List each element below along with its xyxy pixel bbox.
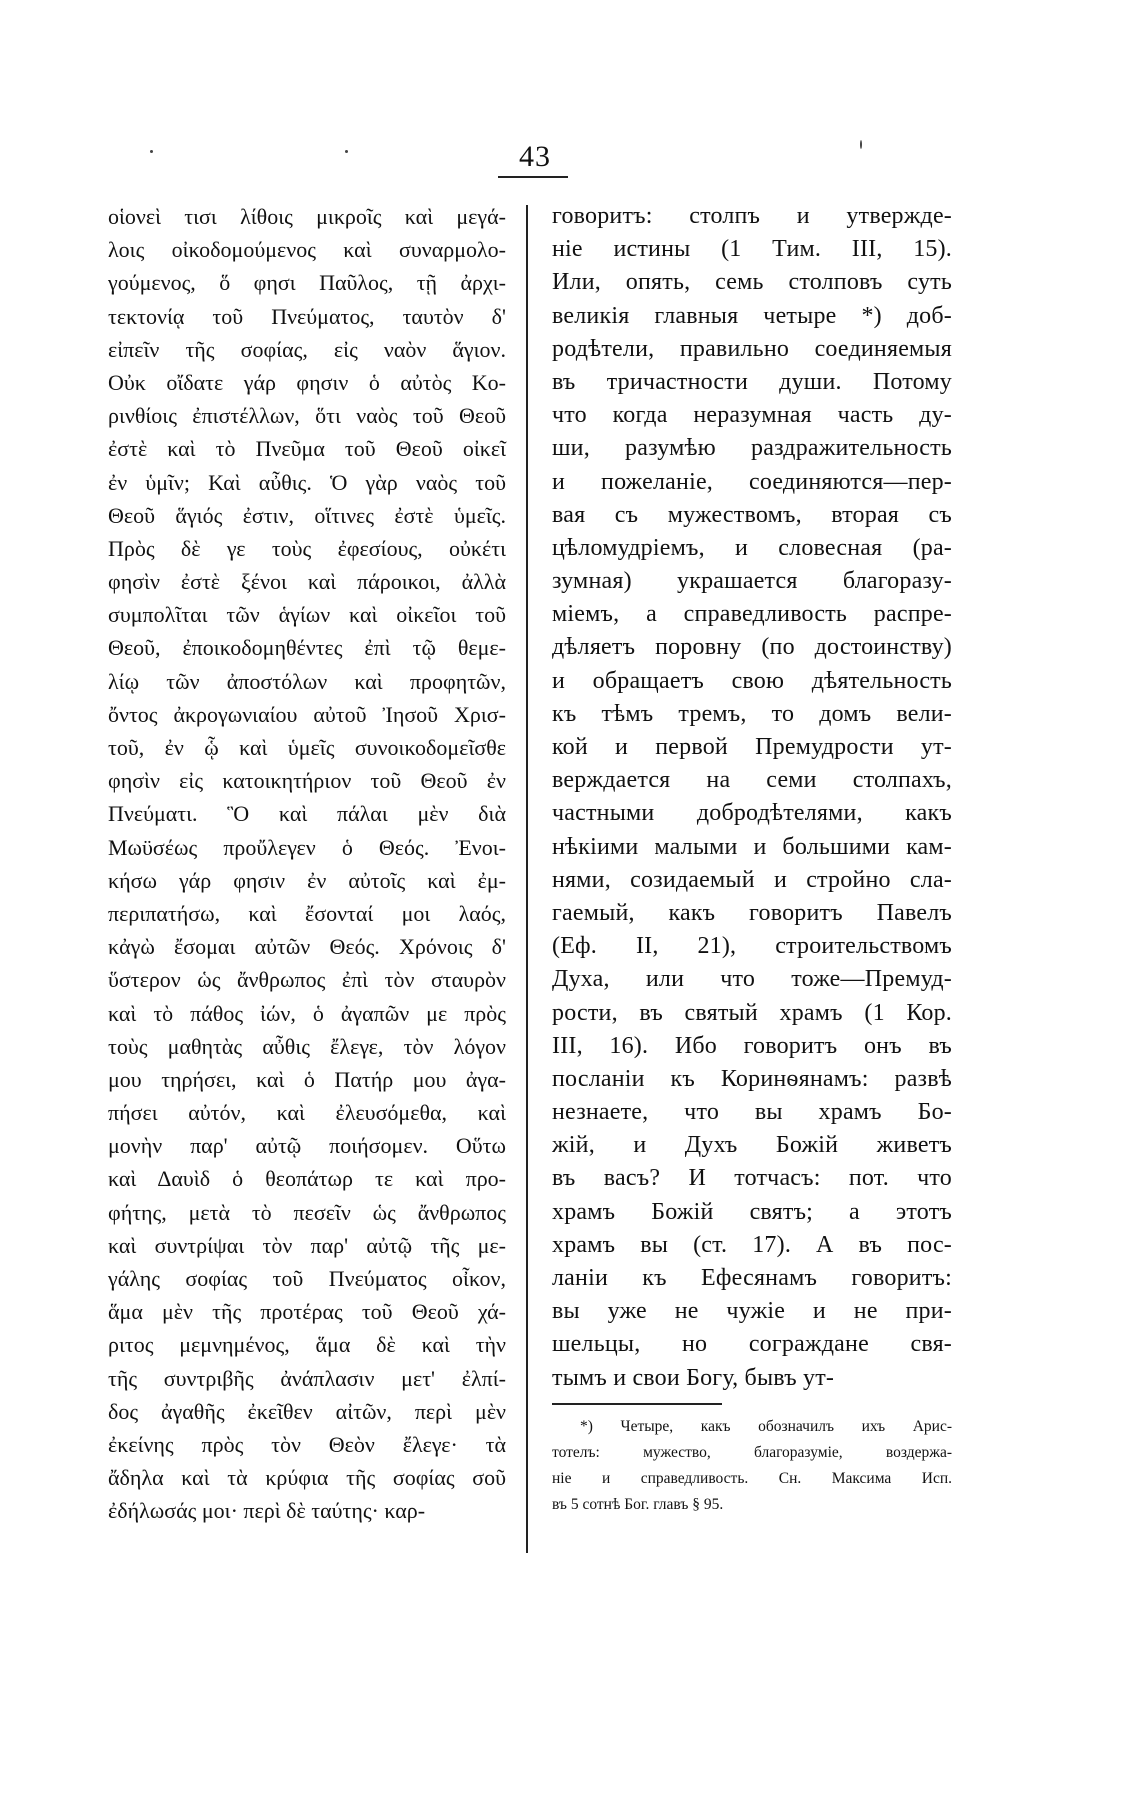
russian-text-line: вы уже не чужіе и не при- [552, 1298, 952, 1325]
russian-text-line: къ тѣмъ тремъ, то домъ вели- [552, 700, 952, 727]
greek-text-line: εἰπεῖν τῆς σοφίας, εἰς ναὸν ἅγιον. [108, 336, 506, 362]
russian-text-line: кой и первой Премудрости ут- [552, 734, 952, 760]
footnote-line: *) Четыре, какъ обозначилъ ихъ Арис- [580, 1418, 952, 1435]
greek-text-line: Θεοῦ, ἐποικοδομηθέντες ἐπὶ τῷ θεμε- [108, 635, 506, 661]
russian-text-line: въ тричастности души. Потому [552, 368, 952, 395]
russian-text-line: (Еф. II, 21), строительствомъ [552, 933, 952, 960]
greek-text-line: ὕστερον ὡς ἄνθρωπος ἐπὶ τὸν σταυρὸν [108, 967, 506, 993]
russian-text-line: ши, разумѣю раздражительность [552, 435, 952, 462]
footnote-line: ніе и справедливость. Сн. Максима Исп. [552, 1470, 952, 1487]
greek-text-line: λοις οἰκοδομούμενος καὶ συναρμολο- [108, 237, 506, 263]
greek-text-line: τεκτονίᾳ τοῦ Πνεύματος, ταυτὸν δ' [108, 303, 506, 329]
russian-text-line: родѣтели, правильно соединяемыя [552, 335, 952, 362]
greek-text-line: Πνεύματι. Ὃ καὶ πάλαι μὲν διὰ [108, 801, 506, 827]
greek-text-line: οἱονεὶ τισι λίθοις μικροῖς καὶ μεγά- [108, 204, 506, 229]
russian-text-column [552, 200, 952, 1395]
greek-text-line: ρινθίοις ἐπιστέλλων, ὅτι ναὸς τοῦ Θεοῦ [108, 403, 506, 429]
russian-text-line: говоритъ: столпъ и утвержде- [552, 203, 952, 229]
russian-text-line: III, 16). Ибо говоритъ онъ въ [552, 1032, 952, 1059]
greek-text-line: Θεοῦ ἅγιός ἐστιν, οἵτινες ἐστὲ ὑμεῖς. [108, 502, 506, 528]
greek-text-line: ἐκείνης πρὸς τὸν Θεὸν ἔλεγε· τὰ [108, 1431, 506, 1457]
russian-text-line: жій, и Духъ Божій живетъ [552, 1132, 952, 1159]
greek-text-line: ἐν ὑμῖν; Καὶ αὖθις. Ὁ γὰρ ναὸς τοῦ [108, 469, 506, 495]
russian-text-line: ланіи къ Ефесянамъ говоритъ: [552, 1265, 952, 1291]
greek-text-line: φησὶν ἐστὲ ξένοι καὶ πάροικοι, ἀλλὰ [108, 569, 506, 595]
greek-text-line: μονὴν παρ' αὐτῷ ποιήσομεν. Οὕτω [108, 1133, 506, 1159]
greek-text-line: ὄντος ἀκρογωνιαίου αὐτοῦ Ἰησοῦ Χρισ- [108, 701, 506, 727]
russian-text-line: посланіи къ Коринѳянамъ: развѣ [552, 1065, 952, 1092]
russian-text-line: дѣляетъ поровну (по достоинству) [552, 634, 952, 661]
russian-text-line: нѣкіими малыми и большими кам- [552, 833, 952, 860]
russian-text-line: храмъ Божій святъ; а этотъ [552, 1198, 952, 1225]
greek-text-line: τοὺς μαθητὰς αὖθις ἔλεγε, τὸν λόγον [108, 1033, 506, 1059]
russian-text-line: гаемый, какъ говоритъ Павелъ [552, 899, 952, 926]
greek-text-line: συμπολῖται τῶν ἁγίων καὶ οἰκεῖοι τοῦ [108, 602, 506, 628]
greek-text-line: μου τηρήσει, καὶ ὁ Πατήρ μου ἀγα- [108, 1066, 506, 1092]
russian-text-line: и пожеланіе, соединяются—пер- [552, 468, 952, 495]
greek-text-line: γάλης σοφίας τοῦ Πνεύματος οἶκον, [108, 1266, 506, 1291]
greek-text-column [108, 200, 506, 1528]
russian-text-line: храмъ вы (ст. 17). А въ пос- [552, 1231, 952, 1258]
greek-text-line: κἀγὼ ἔσομαι αὐτῶν Θεός. Χρόνοις δ' [108, 934, 506, 960]
footnote-line: тотелъ: мужество, благоразуміе, воздержа- [552, 1444, 952, 1461]
footnote-rule [552, 1403, 722, 1405]
greek-text-line: Οὐκ οἴδατε γάρ φησιν ὁ αὐτὸς Κο- [108, 369, 506, 395]
column-divider [526, 205, 528, 1553]
footnote-line: въ 5 сотнѣ Бог. главъ § 95. [552, 1496, 724, 1513]
greek-text-line: πήσει αὐτόν, καὶ ἐλευσόμεθα, καὶ [108, 1100, 506, 1126]
russian-text-line: шельцы, но сограждане свя- [552, 1331, 952, 1358]
russian-text-line: въ васъ? И тотчасъ: пот. что [552, 1165, 952, 1192]
print-speck [150, 150, 153, 153]
greek-text-line: λίῳ τῶν ἀποστόλων καὶ προφητῶν, [108, 668, 506, 694]
greek-text-line: περιπατήσω, καὶ ἔσονταί μοι λαός, [108, 900, 506, 926]
russian-text-line: что когда неразумная часть ду- [552, 402, 952, 429]
greek-text-line: δος ἀγαθῆς ἐκεῖθεν αἰτῶν, περὶ μὲν [108, 1398, 506, 1424]
russian-text-line: великія главныя четыре *) доб- [552, 302, 952, 329]
russian-text-line: рости, въ святый храмъ (1 Кор. [552, 999, 952, 1026]
greek-text-line: τοῦ, ἐν ᾧ καὶ ὑμεῖς συνοικοδομεῖσθε [108, 735, 506, 760]
print-speck [345, 150, 348, 153]
page-number: 43 [519, 140, 551, 173]
greek-text-line: Πρὸς δὲ γε τοὺς ἐφεσίους, οὐκέτι [108, 535, 506, 561]
greek-text-line: ριτος μεμνημένος, ἅμα δὲ καὶ τὴν [108, 1332, 506, 1358]
russian-text-line: незнаете, что вы храмъ Бо- [552, 1099, 952, 1126]
russian-text-line: нями, созидаемый и стройно сла- [552, 866, 952, 893]
greek-text-line: γούμενος, ὅ φησι Παῦλος, τῇ ἀρχι- [108, 270, 506, 296]
greek-text-line: ἄδηλα καὶ τὰ κρύφια τῆς σοφίας σοῦ [108, 1465, 506, 1491]
russian-text-line: и обращаетъ свою дѣятельность [552, 667, 952, 694]
russian-text-line: верждается на семи столпахъ, [552, 767, 952, 794]
greek-text-line: ἐστὲ καὶ τὸ Πνεῦμα τοῦ Θεοῦ οἰκεῖ [108, 436, 506, 462]
russian-text-line: цѣломудріемъ, и словесная (ра- [552, 534, 952, 561]
page-number-rule [498, 176, 568, 178]
footnote [552, 1414, 952, 1518]
russian-text-line: Духа, или что тоже—Премуд- [552, 966, 952, 993]
russian-text-line: частными добродѣтелями, какъ [552, 800, 952, 827]
print-speck [860, 140, 862, 149]
russian-text-line: міемъ, а справедливость распре- [552, 601, 952, 628]
greek-text-line: τῆς συντριβῆς ἀνάπλασιν μετ' ἐλπί- [108, 1365, 506, 1391]
greek-text-line: ἅμα μὲν τῆς προτέρας τοῦ Θεοῦ χά- [108, 1299, 506, 1325]
greek-text-line: καὶ συντρίψαι τὸν παρ' αὐτῷ τῆς με- [108, 1232, 506, 1258]
greek-text-line: Μωϋσέως προὔλεγεν ὁ Θεός. Ἐνοι- [108, 834, 506, 860]
greek-text-line: φησὶν εἰς κατοικητήριον τοῦ Θεοῦ ἐν [108, 768, 506, 794]
greek-text-line: καὶ Δαυὶδ ὁ θεοπάτωρ τε καὶ προ- [108, 1166, 506, 1192]
greek-text-line: καὶ τὸ πάθος ἰών, ὁ ἀγαπῶν με πρὸς [108, 1000, 506, 1026]
russian-text-line: вая съ мужествомъ, вторая съ [552, 501, 952, 528]
russian-text-line: Или, опять, семь столповъ суть [552, 269, 952, 296]
greek-text-line: κήσω γάρ φησιν ἐν αὐτοῖς καὶ ἐμ- [108, 867, 506, 893]
greek-text-line: φήτης, μετὰ τὸ πεσεῖν ὡς ἄνθρωπος [108, 1199, 506, 1225]
russian-text-line: тымъ и свои Богу, бывъ ут- [552, 1364, 835, 1391]
russian-text-line: ніе истины (1 Тим. III, 15). [552, 236, 952, 263]
russian-text-line: зумная) украшается благоразу- [552, 568, 952, 595]
greek-text-line: ἐδήλωσάς μοι· περὶ δὲ ταύτης· καρ- [108, 1498, 426, 1524]
